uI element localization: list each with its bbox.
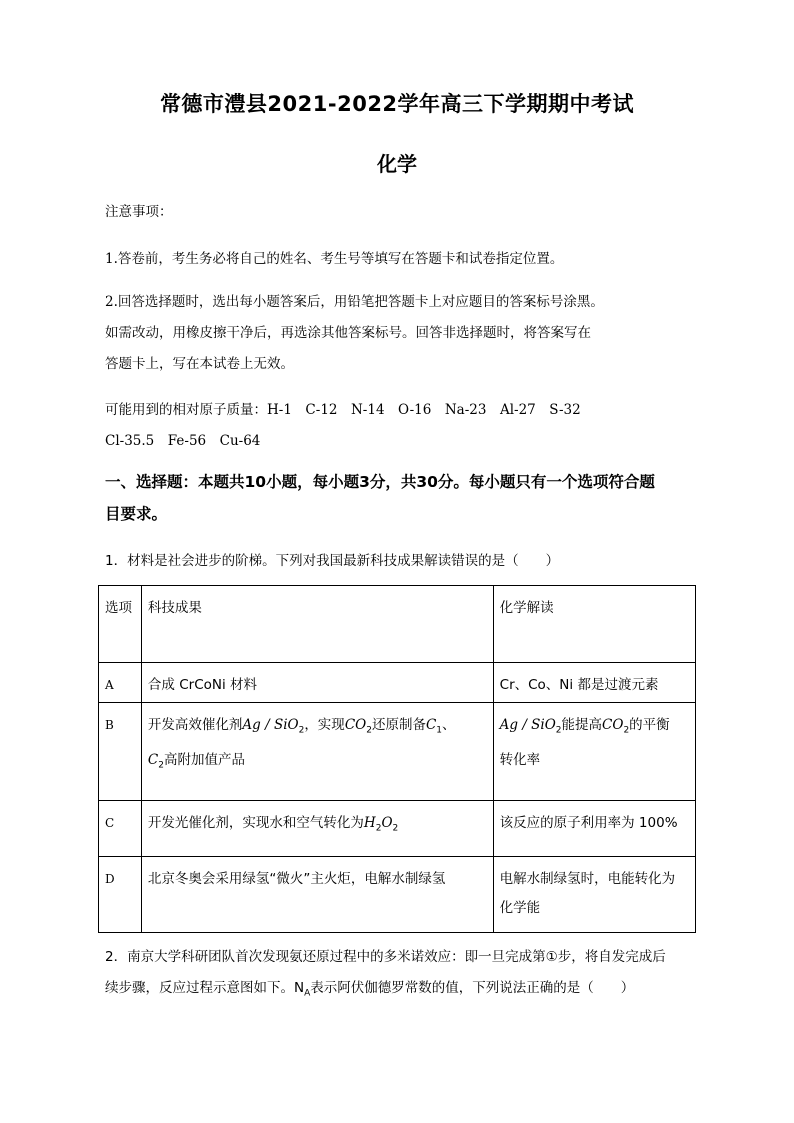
row-d-interpretation: 电解水制绿氢时，电能转化为 化学能 (493, 857, 695, 933)
row-d-achievement: 北京冬奥会采用绿氢“微火”主火炬，电解水制绿氢 (141, 857, 493, 933)
table-row (99, 857, 696, 933)
row-c-option: C (99, 801, 142, 857)
row-a-achievement: 合成 CrCoNi 材料 (141, 663, 493, 703)
section-heading (105, 466, 705, 530)
table-row (99, 703, 696, 801)
table-row (99, 663, 696, 703)
row-d-option: D (99, 857, 142, 933)
note-item-2-line-3: 答题卡上，写在本试卷上无效。 (105, 356, 294, 372)
question-2-line-2: 续步骤，反应过程示意图如下。$N_A$表示阿伏伽德罗常数的值，下列说法正确的是（ ） (105, 980, 635, 999)
section-heading-line-1: 一、选择题：本题共10小题，每小题3分，共30分。每小题只有一个选项符合题 (105, 473, 655, 491)
section-heading-line-2: 目要求。 (105, 505, 168, 523)
row-c-interpretation: 该反应的原子利用率为 100% (493, 801, 695, 857)
table-header-row (99, 586, 696, 663)
header-option: 选项 (99, 586, 142, 663)
table-row (99, 801, 696, 857)
row-b-achievement: 开发高效催化剂Ag / SiO$_2$，实现$CO_2$还原制备$C_1$、 $C_2$高附加值产品 (141, 703, 493, 801)
note-item-1: 1.答卷前，考生务必将自己的姓名、考生号等填写在答题卡和试卷指定位置。 (105, 251, 564, 267)
header-achievement: 科技成果 (141, 586, 493, 663)
question-1-table (98, 585, 696, 933)
question-2-line-1: 2．南京大学科研团队首次发现氨还原过程中的多米诺效应：即一旦完成第①步，将自发完成后 (105, 949, 666, 965)
question-1-stem: 1．材料是社会进步的阶梯。下列对我国最新科技成果解读错误的是（ ） (105, 553, 560, 569)
row-a-interpretation: Cr、Co、Ni 都是过渡元素 (493, 663, 695, 703)
atomic-mass-line-2: Cl-35.5 Fe-56 Cu-64 (105, 433, 261, 449)
notes-heading: 注意事项： (105, 204, 173, 220)
row-b-interpretation: Ag / SiO$_2$能提高$CO_2$的平衡 转化率 (493, 703, 695, 801)
row-a-option: A (99, 663, 142, 703)
subject-title: 化学 (377, 152, 417, 176)
header-interpretation: 化学解读 (493, 586, 695, 663)
exam-title: 常德市澧县2021-2022学年高三下学期期中考试 (159, 92, 635, 116)
atomic-mass-line-1: 可能用到的相对原子质量：H-1 C-12 N-14 O-16 Na-23 Al-27 S-32 (105, 402, 581, 418)
note-item-2-line-2: 如需改动，用橡皮擦干净后，再选涂其他答案标号。回答非选择题时，将答案写在 (105, 325, 591, 341)
row-c-achievement: 开发光催化剂，实现水和空气转化为$H_2O_2$ (141, 801, 493, 857)
note-item-2-line-1: 2.回答选择题时，选出每小题答案后，用铅笔把答题卡上对应题目的答案标号涂黑。 (105, 294, 604, 310)
row-b-option: B (99, 703, 142, 801)
